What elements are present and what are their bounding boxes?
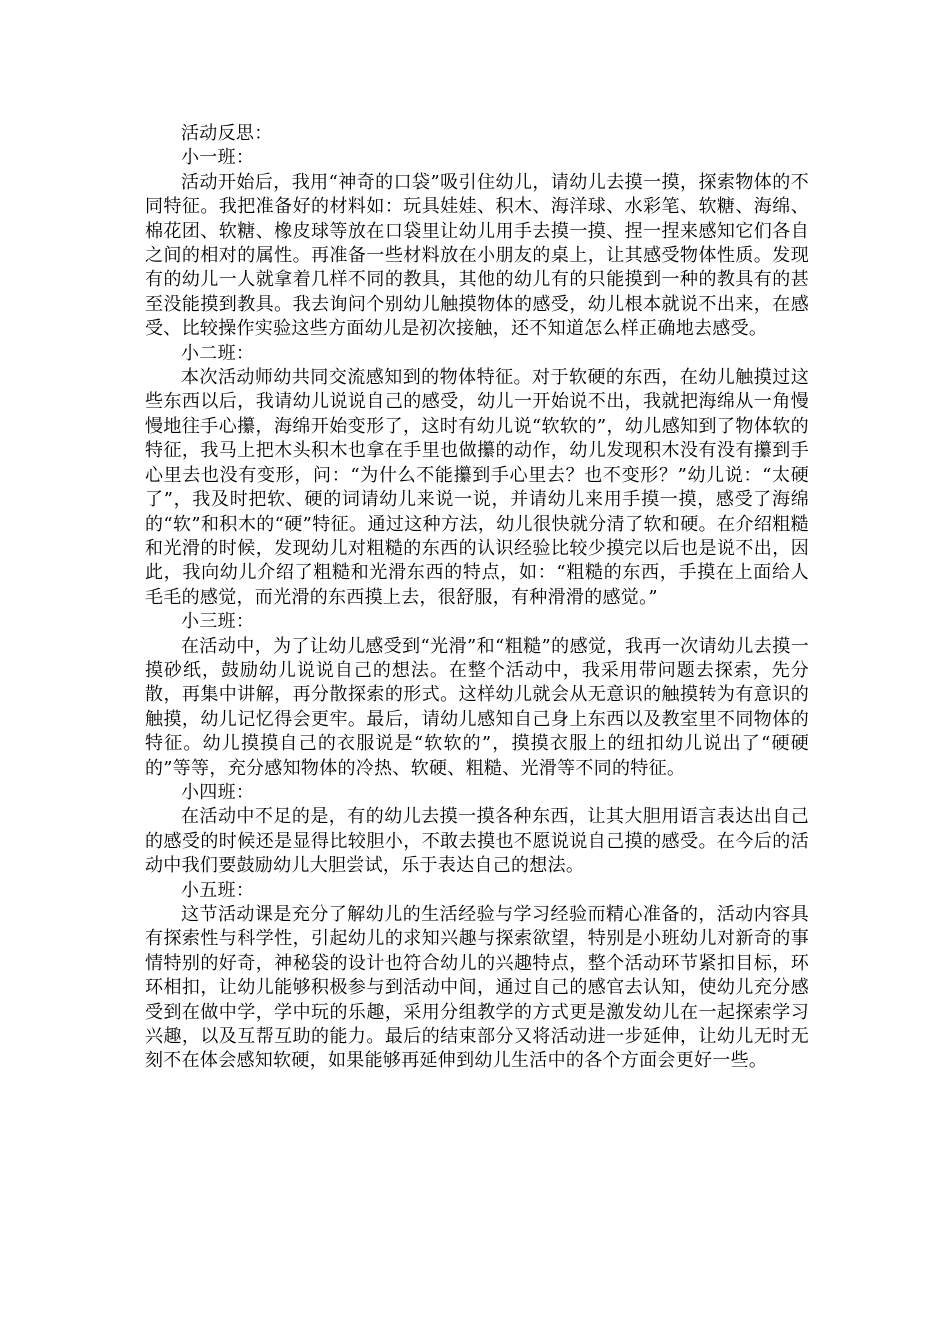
class-1-paragraph: 活动开始后，我用“神奇的口袋”吸引住幼儿，请幼儿去摸一摸，探索物体的不同特征。我把准备好的材料如：玩具娃娃、积木、海洋球、水彩笔、软糖、海绵、棉花团、软糖、橡皮球等放在口袋里让幼儿用手去摸一摸、捏一捏来感知它们各自之间的相对的属性。再准备一些材料放在小朋友的桌上，让其感受物体性质。发现有的幼儿一人就拿着几样不同的教具，其他的幼儿有的只能摸到一种的教具有的甚至没能摸到教具。我去询问个别幼儿触摸物体的感受，幼儿根本就说不出来，在感受、比较操作实验这些方面幼儿是初次接触，还不知道怎么样正确地去感受。 bbox=[145, 171, 809, 340]
section-title: 活动反思： bbox=[181, 123, 273, 144]
class-5-paragraph: 这节活动课是充分了解幼儿的生活经验与学习经验而精心准备的，活动内容具有探索性与科学性，引起幼儿的求知兴趣与探索欲望，特别是小班幼儿对新奇的事情特别的好奇，神秘袋的设计也符合幼儿的兴趣特点，整个活动环节紧扣目标，环环相扣，让幼儿能够积极参与到活动中间，通过自己的感官去认知，使幼儿充分感受到在做中学，学中玩的乐趣，采用分组教学的方式更是激发幼儿在一起探索学习兴趣，以及互帮互助的能力。最后的结束部分又将活动进一步延伸，让幼儿无时无刻不在体会感知软硬，如果能够再延伸到幼儿生活中的各个方面会更好一些。 bbox=[145, 904, 809, 1072]
class-3-paragraph: 在活动中，为了让幼儿感受到“光滑”和“粗糙”的感觉，我再一次请幼儿去摸一摸砂纸，鼓励幼儿说说自己的想法。在整个活动中，我采用带问题去探索，先分散，再集中讲解，再分散探索的形式。这样幼儿就会从无意识的触摸转为有意识的触摸，幼儿记忆得会更牢。最后，请幼儿感知自己身上东西以及教室里不同物体的特征。幼儿摸摸自己的衣服说是“软软的”，摸摸衣服上的纽扣幼儿说出了“硬硬的”等等，充分感知物体的冷热、软硬、粗糙、光滑等不同的特征。 bbox=[145, 635, 809, 779]
class-4-heading: 小四班： bbox=[181, 781, 255, 803]
class-5-heading: 小五班： bbox=[181, 879, 255, 901]
class-1-heading: 小一班： bbox=[181, 147, 255, 169]
class-2-heading: 小二班： bbox=[181, 342, 255, 364]
class-4-paragraph: 在活动中不足的是，有的幼儿去摸一摸各种东西，让其大胆用语言表达出自己的感受的时候还是显得比较胆小，不敢去摸也不愿说说自己摸的感受。在今后的活动中我们要鼓励幼儿大胆尝试，乐于表达自己的想法。 bbox=[145, 806, 809, 877]
class-2-paragraph: 本次活动师幼共同交流感知到的物体特征。对于软硬的东西，在幼儿触摸过这些东西以后，我请幼儿说说自己的感受，幼儿一开始说不出，我就把海绵从一角慢慢地往手心攥，海绵开始变形了，这时有幼儿说“软软的”，幼儿感知到了物体软的特征，我马上把木头积木也拿在手里也做攥的动作，幼儿发现积木没有没有攥到手心里去也没有变形，问：“为什么不能攥到手心里去？也不变形？”幼儿说：“太硬了”，我及时把软、硬的词请幼儿来说一说，并请幼儿来用手摸一摸，感受了海绵的“软”和积木的“硬”特征。通过这种方法，幼儿很快就分清了软和硬。在介绍粗糙和光滑的时候，发现幼儿对粗糙的东西的认识经验比较少摸完以后也是说不出，因此，我向幼儿介绍了粗糙和光滑东西的特点，如：“粗糙的东西，手摸在上面给人毛毛的感觉，而光滑的东西摸上去，很舒服，有种滑滑的感觉。” bbox=[145, 367, 809, 608]
document-page bbox=[145, 122, 809, 1074]
class-3-heading: 小三班： bbox=[181, 611, 255, 633]
